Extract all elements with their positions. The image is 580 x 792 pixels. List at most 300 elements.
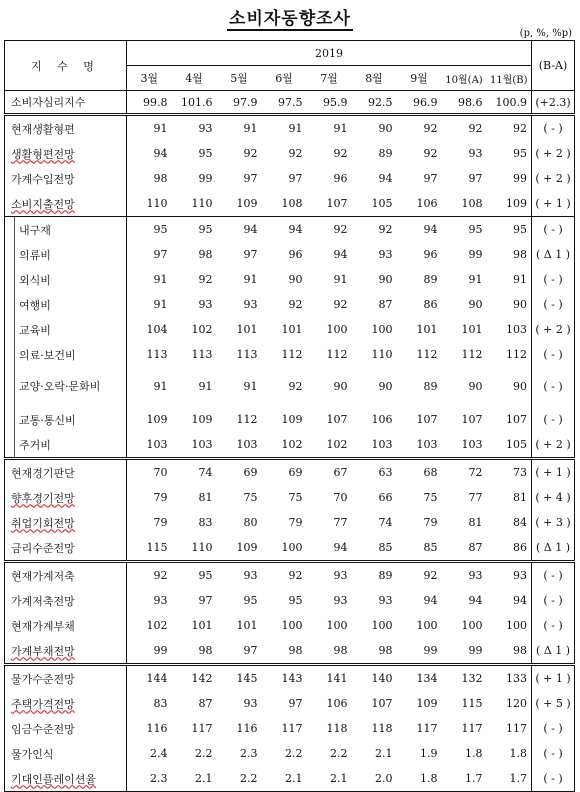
month-header: 11월(B): [487, 66, 532, 91]
value-cell: 99: [198, 172, 213, 185]
change-cell: ( - ): [532, 613, 575, 638]
value-cell: 101: [461, 323, 483, 336]
value-cell: 91: [513, 273, 528, 286]
value-cell: 112: [506, 348, 528, 361]
change-cell: ( + 1 ): [532, 665, 575, 692]
value-cell: 100: [461, 619, 483, 632]
value-cell: 144: [127, 665, 172, 692]
row-label-text: 물가수준전망: [11, 672, 75, 686]
value-cell: 120: [506, 697, 528, 710]
value-cell: 75: [423, 491, 438, 504]
value-cell: 100: [371, 323, 393, 336]
value-cell: 89: [378, 147, 393, 160]
value-cell: 94: [333, 248, 348, 261]
value-cell: 116: [146, 722, 168, 735]
value-cell: 103: [191, 438, 213, 451]
value-cell: 99: [468, 248, 483, 261]
title-text: 소비자동향조사: [229, 9, 351, 29]
value-cell: 100: [506, 619, 528, 632]
value-cell: 91: [153, 380, 168, 393]
change-cell: ( - ): [532, 407, 575, 432]
row-label-text: 현재가계부채: [11, 619, 75, 633]
table-row: [5, 432, 575, 459]
value-cell: 63: [352, 459, 397, 486]
value-cell: 98: [288, 644, 303, 657]
row-label: [5, 115, 127, 142]
value-cell: 140: [352, 665, 397, 692]
value-cell: 93: [378, 248, 393, 261]
value-cell: 99.8: [143, 95, 168, 109]
value-cell: 108: [281, 197, 303, 210]
change-cell: ( - ): [532, 217, 575, 243]
change-cell: ( + 3 ): [532, 510, 575, 535]
change-cell: ( Δ 1 ): [532, 242, 575, 267]
row-label: [5, 166, 127, 191]
value-cell: 94: [397, 217, 442, 243]
value-cell: 81: [468, 516, 483, 529]
table-row: [5, 510, 575, 535]
value-cell: 94: [153, 147, 168, 160]
value-cell: 93: [487, 562, 532, 589]
value-cell: 70: [127, 459, 172, 486]
value-cell: 91: [333, 273, 348, 286]
value-cell: 110: [191, 197, 213, 210]
row-label: [5, 242, 127, 267]
value-cell: 113: [146, 348, 168, 361]
value-cell: 2.2: [330, 747, 348, 760]
month-header: 10월(A): [442, 66, 487, 91]
value-cell: 107: [326, 197, 348, 210]
value-cell: 133: [487, 665, 532, 692]
value-cell: 91: [243, 380, 258, 393]
value-cell: 92: [352, 217, 397, 243]
row-label-text: 의류비: [19, 248, 51, 262]
month-header: 4월: [172, 66, 217, 91]
value-cell: 2.4: [150, 747, 168, 760]
unit-label: (p, %, %p): [519, 28, 572, 39]
value-cell: 91: [127, 115, 172, 142]
value-cell: 95: [442, 217, 487, 243]
table-row: [5, 562, 575, 589]
row-label: [5, 510, 127, 535]
value-cell: 98: [333, 644, 348, 657]
value-cell: 74: [378, 516, 393, 529]
row-label: [5, 267, 127, 292]
change-cell: ( Δ 1 ): [532, 638, 575, 665]
value-cell: 117: [461, 722, 483, 735]
value-cell: 97: [288, 172, 303, 185]
value-cell: 1.8: [465, 747, 483, 760]
value-cell: 142: [172, 665, 217, 692]
year-header: 2019: [127, 41, 532, 66]
row-label-text: 금리수준전망: [11, 541, 75, 555]
value-cell: 102: [326, 438, 348, 451]
change-cell: (+2.3): [532, 91, 575, 115]
row-label-text: 향후경기전망: [11, 491, 75, 505]
value-cell: 107: [371, 697, 393, 710]
value-cell: 100.9: [495, 95, 528, 109]
value-cell: 92: [442, 115, 487, 142]
value-cell: 92: [307, 217, 352, 243]
table-row: [5, 115, 575, 142]
value-cell: 101.6: [181, 95, 213, 109]
index-name-header: 지 수 명: [5, 41, 127, 91]
value-cell: 134: [397, 665, 442, 692]
value-cell: 113: [236, 348, 258, 361]
value-cell: 94: [468, 594, 483, 607]
row-label-text: 물가인식: [11, 747, 54, 761]
value-cell: 91: [153, 273, 168, 286]
value-cell: 80: [243, 516, 258, 529]
value-cell: 91: [153, 298, 168, 311]
value-cell: 100: [326, 323, 348, 336]
value-cell: 117: [506, 722, 528, 735]
table-row: [5, 91, 575, 115]
value-cell: 100: [281, 541, 303, 554]
value-cell: 79: [423, 516, 438, 529]
table-row: [5, 485, 575, 510]
consumer-survey-table: [4, 40, 575, 792]
value-cell: 101: [236, 323, 258, 336]
row-label-text: 현재경기판단: [11, 466, 75, 480]
value-cell: 2.1: [307, 766, 352, 792]
row-label-text: 주택가격전망: [11, 697, 75, 711]
value-cell: 110: [371, 348, 393, 361]
row-label: [5, 317, 127, 342]
value-cell: 90: [513, 380, 528, 393]
row-label: [5, 741, 127, 766]
value-cell: 99: [468, 644, 483, 657]
value-cell: 90: [468, 298, 483, 311]
table-row: [5, 741, 575, 766]
row-label-text: 생활형편전망: [11, 147, 75, 161]
change-cell: ( + 2 ): [532, 432, 575, 459]
value-cell: 79: [288, 516, 303, 529]
value-cell: 93: [153, 594, 168, 607]
table-row: [5, 292, 575, 317]
row-label-text: 취업기회전망: [11, 516, 75, 530]
value-cell: 113: [191, 348, 213, 361]
value-cell: 86: [423, 298, 438, 311]
value-cell: 93: [172, 115, 217, 142]
value-cell: 91: [307, 115, 352, 142]
value-cell: 94: [378, 172, 393, 185]
value-cell: 107: [416, 413, 438, 426]
value-cell: 85: [423, 541, 438, 554]
value-cell: 95: [243, 594, 258, 607]
value-cell: 92: [333, 298, 348, 311]
value-cell: 92: [243, 147, 258, 160]
row-label: [5, 292, 127, 317]
table-row: [5, 242, 575, 267]
value-cell: 2.1: [172, 766, 217, 792]
value-cell: 91: [262, 115, 307, 142]
table-row: [5, 267, 575, 292]
value-cell: 109: [416, 697, 438, 710]
value-cell: 103: [416, 438, 438, 451]
table-row: [5, 191, 575, 217]
row-label-text: 임금수준전망: [11, 722, 75, 736]
row-label: [5, 91, 127, 115]
value-cell: 101: [236, 619, 258, 632]
value-cell: 90: [378, 273, 393, 286]
value-cell: 97: [198, 594, 213, 607]
value-cell: 2.0: [352, 766, 397, 792]
value-cell: 92.5: [368, 95, 393, 109]
value-cell: 87: [378, 298, 393, 311]
row-label-text: 여행비: [19, 298, 51, 312]
row-label: [5, 342, 127, 367]
table-row: [5, 638, 575, 665]
row-label: [5, 766, 127, 792]
value-cell: 2.2: [195, 747, 213, 760]
value-cell: 97.9: [233, 95, 258, 109]
row-label-text: 주거비: [19, 438, 51, 452]
change-cell: ( Δ 1 ): [532, 535, 575, 562]
value-cell: 143: [262, 665, 307, 692]
value-cell: 102: [191, 323, 213, 336]
value-cell: 95: [172, 562, 217, 589]
value-cell: 2.2: [217, 766, 262, 792]
value-cell: 112: [416, 348, 438, 361]
value-cell: 98: [513, 248, 528, 261]
row-label: [5, 638, 127, 665]
value-cell: 94: [217, 217, 262, 243]
value-cell: 104: [146, 323, 168, 336]
value-cell: 86: [513, 541, 528, 554]
value-cell: 109: [506, 197, 528, 210]
value-cell: 95: [487, 217, 532, 243]
value-cell: 90: [468, 380, 483, 393]
change-cell: ( + 2 ): [532, 317, 575, 342]
value-cell: 70: [333, 491, 348, 504]
value-cell: 115: [461, 697, 483, 710]
value-cell: 117: [416, 722, 438, 735]
change-cell: ( + 4 ): [532, 485, 575, 510]
header-row-year: [5, 41, 575, 66]
table-row: [5, 217, 575, 243]
value-cell: 141: [307, 665, 352, 692]
value-cell: 109: [236, 541, 258, 554]
value-cell: 100: [281, 619, 303, 632]
change-cell: ( - ): [532, 342, 575, 367]
value-cell: 112: [326, 348, 348, 361]
row-label: [5, 485, 127, 510]
value-cell: 105: [371, 197, 393, 210]
value-cell: 107: [461, 413, 483, 426]
value-cell: 92: [262, 562, 307, 589]
table-row: [5, 588, 575, 613]
value-cell: 117: [191, 722, 213, 735]
table-row: [5, 141, 575, 166]
document-title: [0, 4, 580, 29]
value-cell: 95: [172, 217, 217, 243]
value-cell: 99: [423, 644, 438, 657]
row-label-text: 교통·통신비: [19, 413, 76, 427]
value-cell: 94: [333, 541, 348, 554]
value-cell: 97: [468, 172, 483, 185]
value-cell: 93: [378, 594, 393, 607]
value-cell: 2.1: [375, 747, 393, 760]
change-cell: ( + 1 ): [532, 459, 575, 486]
value-cell: 94: [423, 594, 438, 607]
value-cell: 97: [288, 697, 303, 710]
value-cell: 92: [397, 115, 442, 142]
value-cell: 93: [468, 147, 483, 160]
value-cell: 100: [416, 619, 438, 632]
change-cell: ( - ): [532, 741, 575, 766]
value-cell: 109: [236, 197, 258, 210]
value-cell: 74: [172, 459, 217, 486]
value-cell: 79: [153, 516, 168, 529]
change-cell: ( - ): [532, 588, 575, 613]
value-cell: 93: [217, 562, 262, 589]
value-cell: 90: [288, 273, 303, 286]
table-row: [5, 665, 575, 692]
value-cell: 84: [513, 516, 528, 529]
value-cell: 98: [513, 644, 528, 657]
row-label-text: 외식비: [19, 273, 51, 287]
value-cell: 99: [513, 172, 528, 185]
value-cell: 91: [243, 273, 258, 286]
value-cell: 2.3: [240, 747, 258, 760]
value-cell: 89: [423, 273, 438, 286]
value-cell: 87: [198, 697, 213, 710]
value-cell: 94: [513, 594, 528, 607]
value-cell: 112: [236, 413, 258, 426]
value-cell: 96.9: [413, 95, 438, 109]
value-cell: 2.2: [285, 747, 303, 760]
table-row: [5, 166, 575, 191]
value-cell: 81: [198, 491, 213, 504]
value-cell: 1.7: [442, 766, 487, 792]
value-cell: 92: [423, 147, 438, 160]
value-cell: 132: [442, 665, 487, 692]
value-cell: 95: [198, 147, 213, 160]
value-cell: 145: [217, 665, 262, 692]
row-label: [5, 459, 127, 486]
value-cell: 79: [153, 491, 168, 504]
value-cell: 110: [191, 541, 213, 554]
row-label: [5, 367, 127, 407]
change-cell: ( - ): [532, 716, 575, 741]
value-cell: 1.9: [420, 747, 438, 760]
value-cell: 101: [191, 619, 213, 632]
value-cell: 94: [262, 217, 307, 243]
value-cell: 93: [442, 562, 487, 589]
value-cell: 90: [333, 380, 348, 393]
value-cell: 66: [378, 491, 393, 504]
row-label: [5, 217, 127, 243]
value-cell: 92: [198, 273, 213, 286]
row-label-text: 소비자심리지수: [11, 96, 86, 109]
value-cell: 85: [378, 541, 393, 554]
value-cell: 69: [262, 459, 307, 486]
value-cell: 93: [243, 298, 258, 311]
change-cell: ( - ): [532, 292, 575, 317]
table-row: [5, 691, 575, 716]
row-label: [5, 432, 127, 459]
table-row: [5, 407, 575, 432]
value-cell: 92: [288, 147, 303, 160]
value-cell: 97: [423, 172, 438, 185]
value-cell: 96: [288, 248, 303, 261]
month-header: 9월: [397, 66, 442, 91]
month-header: 5월: [217, 66, 262, 91]
value-cell: 1.8: [509, 747, 528, 760]
row-label-text: 의료·보건비: [19, 348, 76, 362]
value-cell: 98: [198, 644, 213, 657]
value-cell: 91: [217, 115, 262, 142]
value-cell: 118: [371, 722, 393, 735]
table-row: [5, 535, 575, 562]
value-cell: 92: [288, 380, 303, 393]
value-cell: 89: [423, 380, 438, 393]
value-cell: 117: [281, 722, 303, 735]
value-cell: 98: [378, 644, 393, 657]
month-header: 6월: [262, 66, 307, 91]
change-cell: ( + 1 ): [532, 191, 575, 217]
value-cell: 72: [442, 459, 487, 486]
value-cell: 2.1: [262, 766, 307, 792]
row-label: [5, 191, 127, 217]
table-row: [5, 367, 575, 407]
value-cell: 98: [198, 248, 213, 261]
change-cell: ( - ): [532, 367, 575, 407]
row-label-text: 현재생활형편: [11, 122, 75, 136]
row-label: [5, 535, 127, 562]
value-cell: 103: [461, 438, 483, 451]
value-cell: 97: [243, 172, 258, 185]
value-cell: 109: [146, 413, 168, 426]
value-cell: 90: [513, 298, 528, 311]
value-cell: 112: [281, 348, 303, 361]
value-cell: 92: [333, 147, 348, 160]
change-cell: ( + 5 ): [532, 691, 575, 716]
value-cell: 110: [146, 197, 168, 210]
change-cell: ( - ): [532, 267, 575, 292]
row-label-text: 가계부채전망: [11, 644, 75, 658]
value-cell: 95.9: [323, 95, 348, 109]
value-cell: 77: [333, 516, 348, 529]
value-cell: 102: [281, 438, 303, 451]
value-cell: 107: [506, 413, 528, 426]
value-cell: 105: [506, 438, 528, 451]
row-label: [5, 613, 127, 638]
value-cell: 90: [352, 115, 397, 142]
value-cell: 97: [243, 644, 258, 657]
row-label: [5, 141, 127, 166]
value-cell: 92: [288, 298, 303, 311]
value-cell: 83: [153, 697, 168, 710]
change-cell: ( - ): [532, 115, 575, 142]
value-cell: 106: [371, 413, 393, 426]
row-label-text: 교육비: [19, 323, 51, 337]
value-cell: 2.3: [127, 766, 172, 792]
value-cell: 109: [281, 413, 303, 426]
row-label: [5, 562, 127, 589]
change-cell: ( + 2 ): [532, 141, 575, 166]
value-cell: 101: [416, 323, 438, 336]
value-cell: 116: [236, 722, 258, 735]
value-cell: 95: [513, 147, 528, 160]
month-header: 7월: [307, 66, 352, 91]
row-label-text: 소비지출전망: [11, 197, 75, 211]
value-cell: 98: [153, 172, 168, 185]
value-cell: 97: [243, 248, 258, 261]
value-cell: 115: [146, 541, 168, 554]
value-cell: 92: [127, 562, 172, 589]
